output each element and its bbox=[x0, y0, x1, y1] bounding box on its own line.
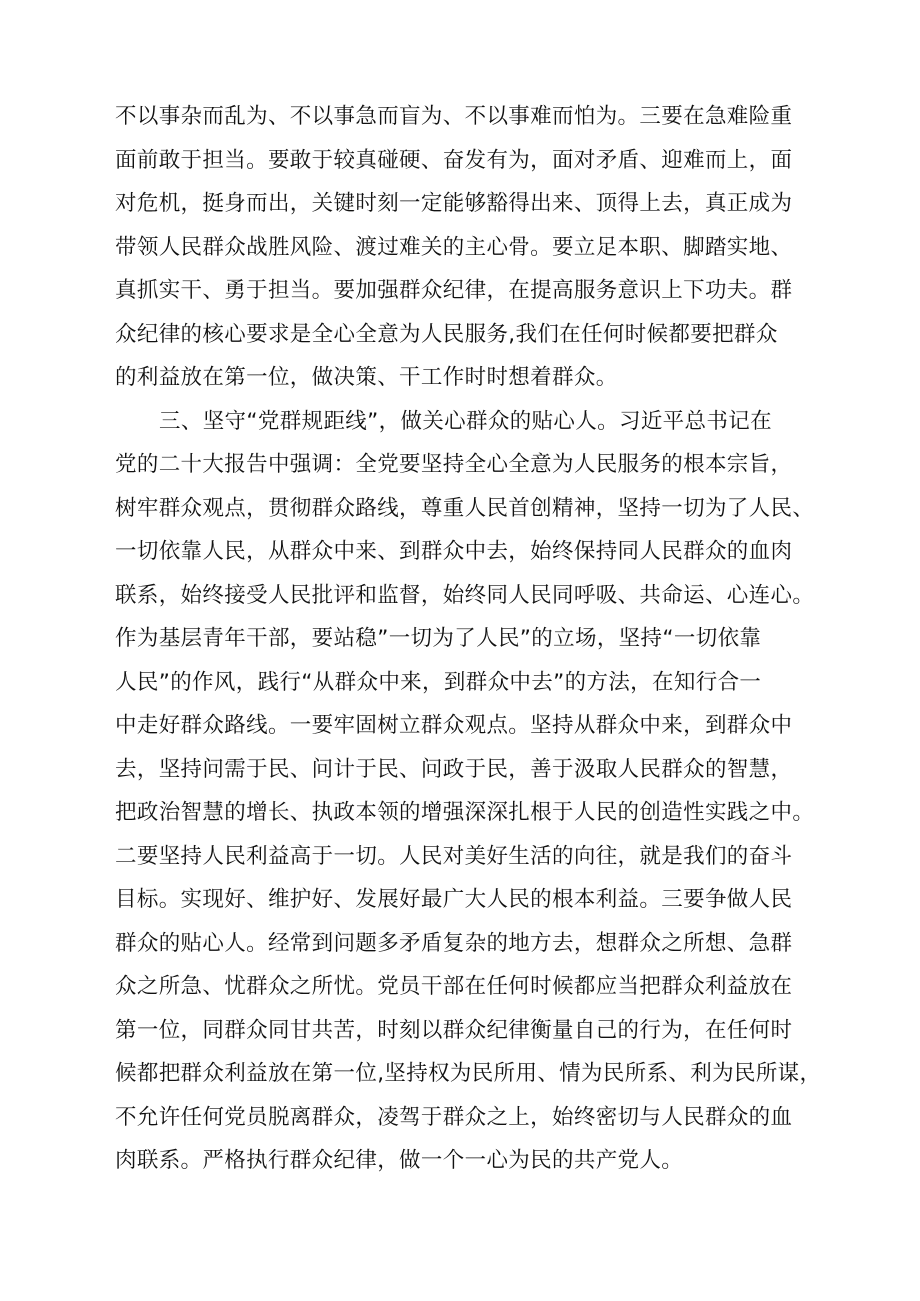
text-line: 中走好群众路线。一要牢固树立群众观点。坚持从群众中来，到群众中 bbox=[115, 713, 793, 738]
text-line: 一切依靠人民，从群众中来、到群众中去，始终保持同人民群众的血肉 bbox=[115, 539, 793, 564]
text-line: 二要坚持人民利益高于一切。人民对美好生活的向往，就是我们的奋斗 bbox=[115, 843, 793, 869]
text-line: 真抓实干、勇于担当。要加强群众纪律，在提高服务意识上下功夫。群 bbox=[115, 278, 793, 303]
text-line: 不以事杂而乱为、不以事急而盲为、不以事难而怕为。三要在急难险重 bbox=[115, 104, 793, 129]
text-line: 作为基层青年干部，要站稳”一切为了人民”的立场，坚持“一切依靠 bbox=[115, 626, 762, 651]
text-line: 不允许任何党员脱离群众，凌驾于群众之上，始终密切与人民群众的血 bbox=[115, 1104, 793, 1130]
body-text bbox=[115, 95, 845, 1183]
text-line: 众之所急、忧群众之所忧。党员干部在任何时候都应当把群众利益放在 bbox=[115, 974, 793, 999]
text-line: 候都把群众利益放在第一位,坚持权为民所用、情为民所系、利为民所谋， bbox=[115, 1061, 822, 1086]
text-line: 树牢群众观点，贯彻群众路线，尊重人民首创精神，坚持一切为了人民、 bbox=[115, 495, 815, 521]
text-line: 肉联系。严格执行群众纪律，做一个一心为民的共产党人。 bbox=[115, 1148, 684, 1173]
text-line: 目标。实现好、维护好、发展好最广大人民的根本利益。三要争做人民 bbox=[115, 887, 793, 912]
text-line: 党的二十大报告中强调：全党要坚持全心全意为人民服务的根本宗旨， bbox=[115, 452, 793, 477]
text-line: 对危机，挺身而出，关键时刻一定能够豁得出来、顶得上去，真正成为 bbox=[115, 191, 793, 216]
text-line: 的利益放在第一位，做决策、干工作时时想着群众。 bbox=[115, 365, 618, 390]
text-line: 人民”的作风，践行“从群众中来，到群众中去”的方法，在知行合一 bbox=[115, 669, 762, 695]
text-line: 去，坚持问需于民、问计于民、问政于民，善于汲取人民群众的智慧， bbox=[115, 756, 793, 782]
text-line: 第一位，同群众同甘共苦，时刻以群众纪律衡量自己的行为，在任何时 bbox=[115, 1017, 793, 1043]
text-line: 面前敢于担当。要敢于较真碰硬、奋发有为，面对矛盾、迎难而上，面 bbox=[115, 147, 793, 173]
section-heading-line: 三、坚守“党群规距线”，做关心群众的贴心人。习近平总书记在 bbox=[159, 408, 772, 434]
text-line: 带领人民群众战胜风险、渡过难关的主心骨。要立足本职、脚踏实地、 bbox=[115, 234, 793, 260]
text-line: 群众的贴心人。经常到问题多矛盾复杂的地方去，想群众之所想、急群 bbox=[115, 930, 793, 956]
text-line: 联系，始终接受人民批评和监督，始终同人民同呼吸、共命运、心连心。 bbox=[115, 582, 815, 608]
text-line: 众纪律的核心要求是全心全意为人民服务,我们在任何时候都要把群众 bbox=[115, 321, 778, 347]
text-line: 把政治智慧的增长、执政本领的增强深深扎根于人民的创造性实践之中。 bbox=[115, 800, 815, 825]
